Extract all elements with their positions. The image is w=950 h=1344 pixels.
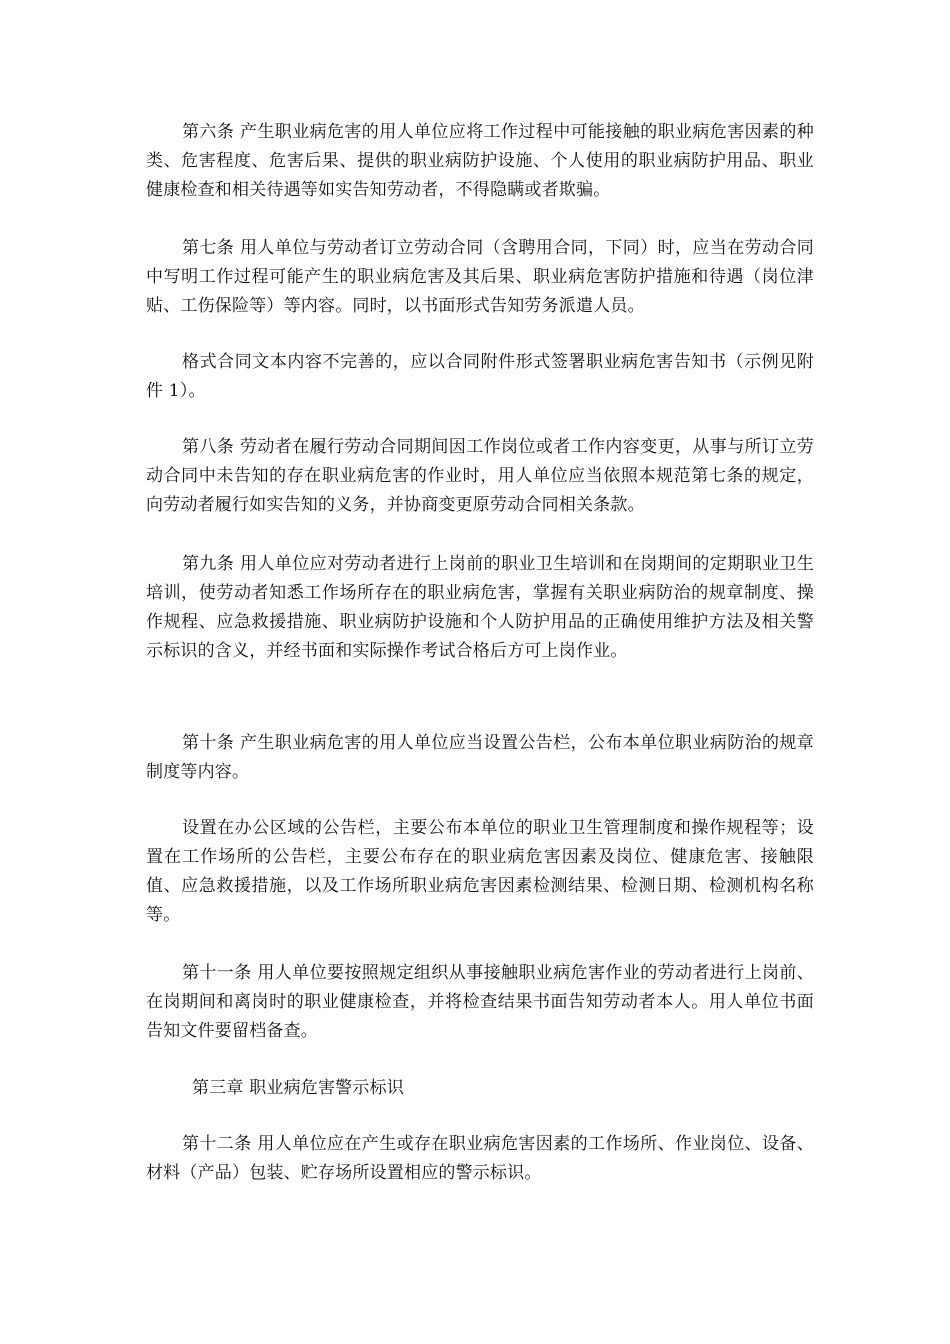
bulletin-board-paragraph: 设置在办公区域的公告栏，主要公布本单位的职业卫生管理制度和操作规程等；设置在工作场所的公告栏，主要公布存在的职业病危害因素及岗位、健康危害、接触限值、应急救援措施，以及工作场所职业病危害因素检测结果、检测日期、检测机构名称等。	[146, 818, 814, 925]
article-10-paragraph: 第十条 产生职业病危害的用人单位应当设置公告栏，公布本单位职业病防治的规章制度等内容。	[146, 733, 814, 782]
article-9-paragraph: 第九条 用人单位应对劳动者进行上岗前的职业卫生培训和在岗期间的定期职业卫生培训，使劳动者知悉工作场所存在的职业病危害，掌握有关职业病防治的规章制度、操作规程、应急救援措施、职业病防护设施和个人防护用品的正确使用维护方法及相关警示标识的含义，并经书面和实际操作考试合格后方可上岗作业。	[146, 554, 814, 661]
article-12-paragraph: 第十二条 用人单位应在产生或存在职业病危害因素的工作场所、作业岗位、设备、材料（产品）包装、贮存场所设置相应的警示标识。	[146, 1134, 814, 1183]
article-6-paragraph: 第六条 产生职业病危害的用人单位应将工作过程中可能接触的职业病危害因素的种类、危害程度、危害后果、提供的职业病防护设施、个人使用的职业病防护用品、职业健康检查和相关待遇等如实告知劳动者，不得隐瞒或者欺骗。	[146, 122, 814, 200]
contract-template-paragraph: 格式合同文本内容不完善的，应以合同附件形式签署职业病危害告知书（示例见附件 1）。	[146, 352, 814, 401]
chapter-3-heading: 第三章 职业病危害警示标识	[192, 1078, 405, 1098]
article-7-paragraph: 第七条 用人单位与劳动者订立劳动合同（含聘用合同，下同）时，应当在劳动合同中写明工作过程可能产生的职业病危害及其后果、职业病危害防护措施和待遇（岗位津贴、工伤保险等）等内容。同时，以书面形式告知劳务派遣人员。	[146, 238, 814, 316]
article-8-paragraph: 第八条 劳动者在履行劳动合同期间因工作岗位或者工作内容变更，从事与所订立劳动合同中未告知的存在职业病危害的作业时，用人单位应当依照本规范第七条的规定，向劳动者履行如实告知的义务，并协商变更原劳动合同相关条款。	[146, 437, 814, 515]
article-11-paragraph: 第十一条 用人单位要按照规定组织从事接触职业病危害作业的劳动者进行上岗前、在岗期间和离岗时的职业健康检查，并将检查结果书面告知劳动者本人。用人单位书面告知文件要留档备查。	[146, 963, 814, 1041]
